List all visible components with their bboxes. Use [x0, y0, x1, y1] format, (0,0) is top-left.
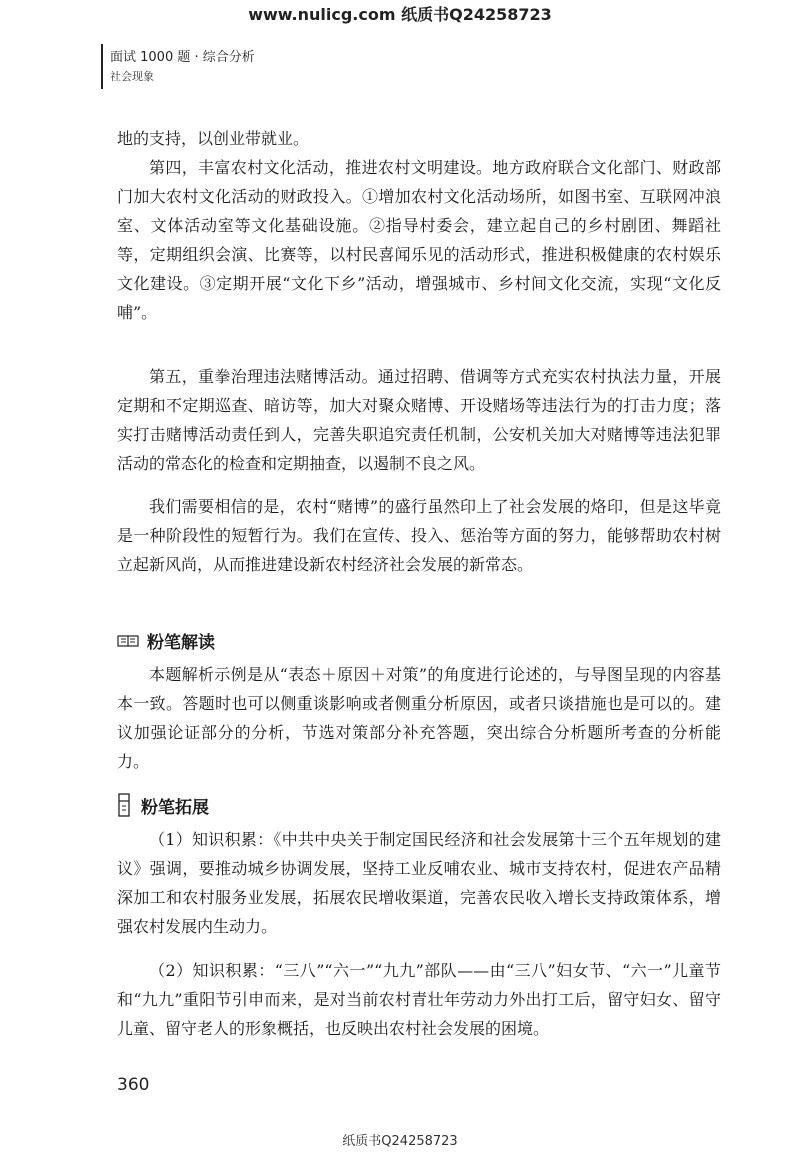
page-number: 360 — [117, 1075, 150, 1095]
section-extension-title: 粉笔拓展 — [141, 797, 209, 818]
book-icon — [117, 635, 139, 647]
watermark-bottom: 纸质书Q24258723 — [342, 1134, 458, 1149]
paragraph-conclusion: 我们需要相信的是，农村“赌博”的盛行虽然印上了社会发展的烙印，但是这毕竟是一种阶段性的短暂行为。我们在宣传、投入、惩治等方面的努力，能够帮助农村树立起新风尚，从而推进建设新农村经济社会发展的新常态。 — [117, 497, 721, 574]
running-header-subtitle: 社会现象 — [110, 70, 154, 83]
section-reading-text: 本题解析示例是从“表态＋原因＋对策”的角度进行论述的，与导图呈现的内容基本一致。答题时也可以侧重谈影响或者侧重分析原因，或者只谈措施也是可以的。建议加强论证部分的分析，节选对策部分补充答题，突出综合分析题所考查的分析能力。 — [117, 665, 721, 771]
header-divider — [101, 44, 103, 89]
paragraph-point-four: 第四，丰富农村文化活动，推进农村文明建设。地方政府联合文化部门、财政部门加大农村文化活动的财政投入。①增加农村文化活动场所，如图书室、互联网冲浪室、文体活动室等文化基础设施。②指导村委会，建立起自己的乡村剧团、舞蹈社等，定期组织会演、比赛等，以村民喜闻乐见的活动形式，推进积极健康的农村娱乐文化建设。③定期开展“文化下乡”活动，增强城市、乡村间文化交流，实现“文化反哺”。 — [117, 158, 721, 322]
section-reading-title: 粉笔解读 — [147, 633, 215, 653]
paragraph-point-five: 第五，重拳治理违法赌博活动。通过招聘、借调等方式充实农村执法力量，开展定期和不定期巡查、暗访等，加大对聚众赌博、开设赌场等违法行为的打击力度；落实打击赌博活动责任到人，完善失职追究责任机制，公安机关加大对赌博等违法犯罪活动的常态化的检查和定期抽查，以遏制不良之风。 — [117, 367, 721, 473]
extension-item-1: （1）知识积累：《中共中央关于制定国民经济和社会发展第十三个五年规划的建议》强调，要推动城乡协调发展，坚持工业反哺农业、城市支持农村，促进农产品精深加工和农村服务业发展，拓展农民增收渠道，完善农民收入增长支持政策体系，增强农村发展内生动力。 — [117, 830, 721, 936]
paragraph-continuation: 地的支持，以创业带就业。 — [117, 129, 310, 148]
section-reading-heading — [117, 628, 215, 653]
bookmark-icon — [117, 792, 133, 818]
section-extension-heading — [117, 792, 209, 818]
running-header-title: 面试 1000 题 · 综合分析 — [110, 50, 255, 65]
extension-item-2: （2）知识积累：“三八”“六一”“九九”部队——由“三八”妇女节、“六一”儿童节和“九九”重阳节引申而来，是对当前农村青壮年劳动力外出打工后，留守妇女、留守儿童、留守老人的形象概括，也反映出农村社会发展的困境。 — [117, 961, 721, 1038]
watermark-top: www.nulicg.com 纸质书Q24258723 — [248, 5, 552, 24]
